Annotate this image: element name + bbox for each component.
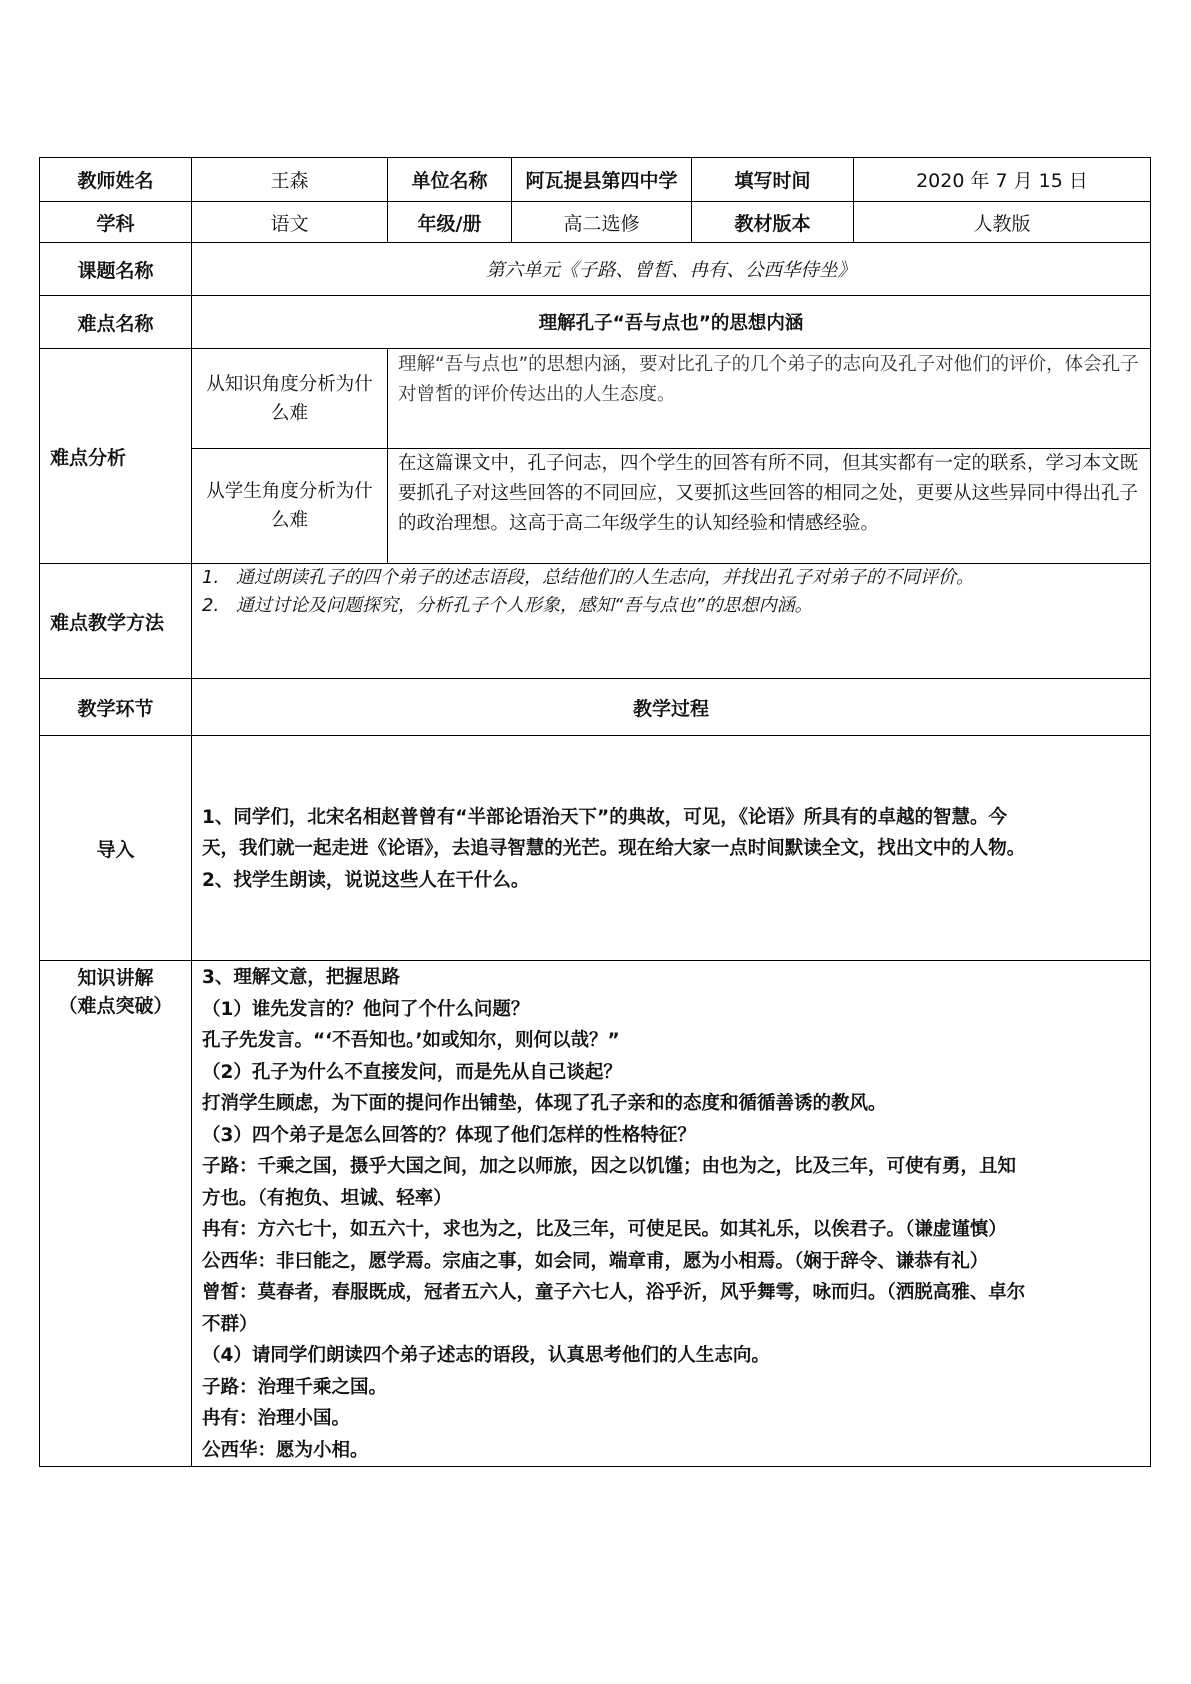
intro-label: 导入: [40, 736, 192, 961]
header-row-2: [40, 202, 1151, 243]
unit-label: 单位名称: [388, 158, 512, 202]
grade-label: 年级/册: [388, 202, 512, 243]
knowledge-label-line2: （难点突破）: [58, 995, 173, 1017]
knowledge-line: 冉有：治理小国。: [202, 1408, 351, 1429]
knowledge-line: 打消学生顾虑，为下面的提问作出铺垫，体现了孔子亲和的态度和循循善诱的教风。: [202, 1093, 887, 1114]
knowledge-label-line1: 知识讲解: [77, 967, 154, 989]
header-row-1: [40, 158, 1151, 202]
student-angle-label: 从学生角度分析为什么难: [192, 449, 388, 564]
process-header: 教学过程: [192, 679, 1151, 736]
knowledge-row: [40, 961, 1151, 1467]
knowledge-line: 冉有：方六七十，如五六十，求也为之，比及三年，可使足民。如其礼乐，以俟君子。（谦虚谨慎）: [202, 1219, 1007, 1240]
difficulty-label: 难点名称: [40, 296, 192, 349]
method-item: [192, 592, 1150, 620]
knowledge-content: [192, 961, 1151, 1467]
analysis-knowledge-row: [40, 349, 1151, 449]
edition-label: 教材版本: [692, 202, 854, 243]
intro-line: 1、同学们，北宋名相赵普曾有“半部论语治天下”的典故，可见，《论语》所具有的卓越的智慧。今: [202, 806, 1007, 828]
teacher-label: 教师姓名: [40, 158, 192, 202]
knowledge-line: （2）孔子为什么不直接发问，而是先从自己谈起？: [202, 1061, 622, 1083]
knowledge-line: 曾皙：莫春者，春服既成，冠者五六人，童子六七人，浴乎沂，风乎舞雩，咏而归。（洒脱高雅、卓尔: [202, 1282, 1026, 1303]
intro-line: 2、找学生朗读，说说这些人在干什么。: [202, 869, 530, 891]
method-number: 1.: [202, 567, 220, 588]
method-text: 通过讨论及问题探究，分析孔子个人形象，感知“吾与点也”的思想内涵。: [236, 595, 813, 616]
grade-value: 高二选修: [512, 202, 692, 243]
date-label: 填写时间: [692, 158, 854, 202]
methods-list: [192, 564, 1151, 679]
edition-value: 人教版: [854, 202, 1151, 243]
knowledge-angle-label: 从知识角度分析为什么难: [192, 349, 388, 449]
knowledge-line: 子路：治理千乘之国。: [202, 1376, 388, 1398]
knowledge-line: 3、理解文意，把握思路: [202, 967, 400, 988]
knowledge-line: 不群）: [202, 1313, 258, 1335]
knowledge-line: （3）四个弟子是怎么回答的？体现了他们怎样的性格特征？: [202, 1124, 696, 1146]
topic-value: 第六单元《子路、曾皙、冉有、公西华侍坐》: [192, 243, 1151, 296]
method-number: 2.: [202, 595, 220, 616]
knowledge-line: （1）谁先发言的？他问了个什么问题？: [202, 998, 530, 1020]
intro-content: [192, 736, 1151, 961]
knowledge-line: 公西华：愿为小相。: [202, 1439, 369, 1461]
knowledge-line: 方也。（有抱负、坦诚、轻率）: [202, 1187, 452, 1209]
topic-row: [40, 243, 1151, 296]
intro-row: [40, 736, 1151, 961]
method-text: 通过朗读孔子的四个弟子的述志语段，总结他们的人生志向，并找出孔子对弟子的不同评价。: [236, 567, 974, 588]
difficulty-value: 理解孔子“吾与点也”的思想内涵: [192, 296, 1151, 349]
method-item: [192, 564, 1150, 592]
subject-label: 学科: [40, 202, 192, 243]
lesson-plan-sheet: [39, 157, 1150, 1467]
unit-value: 阿瓦提县第四中学: [512, 158, 692, 202]
process-header-row: [40, 679, 1151, 736]
date-value: 2020 年 7 月 15 日: [854, 158, 1151, 202]
knowledge-label: [40, 961, 192, 1467]
analysis-student-row: [40, 449, 1151, 564]
stage-header: 教学环节: [40, 679, 192, 736]
knowledge-line: 子路：千乘之国，摄乎大国之间，加之以师旅，因之以饥馑；由也为之，比及三年，可使有勇，且知: [202, 1156, 1017, 1177]
knowledge-line: 公西华：非曰能之，愿学焉。宗庙之事，如会同，端章甫，愿为小相焉。（娴于辞令、谦恭有礼）: [202, 1250, 989, 1272]
lesson-plan-table: [39, 157, 1151, 1467]
intro-line: 天，我们就一起走进《论语》，去追寻智慧的光芒。现在给大家一点时间默读全文，找出文中的人物。: [202, 838, 1026, 860]
subject-value: 语文: [192, 202, 388, 243]
student-angle-text: 在这篇课文中，孔子问志，四个学生的回答有所不同，但其实都有一定的联系，学习本文既要抓孔子对这些回答的不同回应，又要抓这些回答的相同之处，更要从这些异同中得出孔子的政治理想。这高于高二年级学生的认知经验和情感经验。: [388, 449, 1151, 564]
knowledge-line: 孔子先发言。“‘不吾知也。’如或知尔，则何以哉？”: [202, 1030, 620, 1051]
difficulty-row: [40, 296, 1151, 349]
knowledge-line: （4）请同学们朗读四个弟子述志的语段，认真思考他们的人生志向。: [202, 1345, 770, 1366]
analysis-label: 难点分析: [40, 349, 192, 564]
methods-label: 难点教学方法: [40, 564, 192, 679]
topic-label: 课题名称: [40, 243, 192, 296]
knowledge-angle-text: 理解“吾与点也”的思想内涵，要对比孔子的几个弟子的志向及孔子对他们的评价，体会孔子对曾皙的评价传达出的人生态度。: [388, 349, 1151, 449]
methods-row: [40, 564, 1151, 679]
teacher-value: 王森: [192, 158, 388, 202]
